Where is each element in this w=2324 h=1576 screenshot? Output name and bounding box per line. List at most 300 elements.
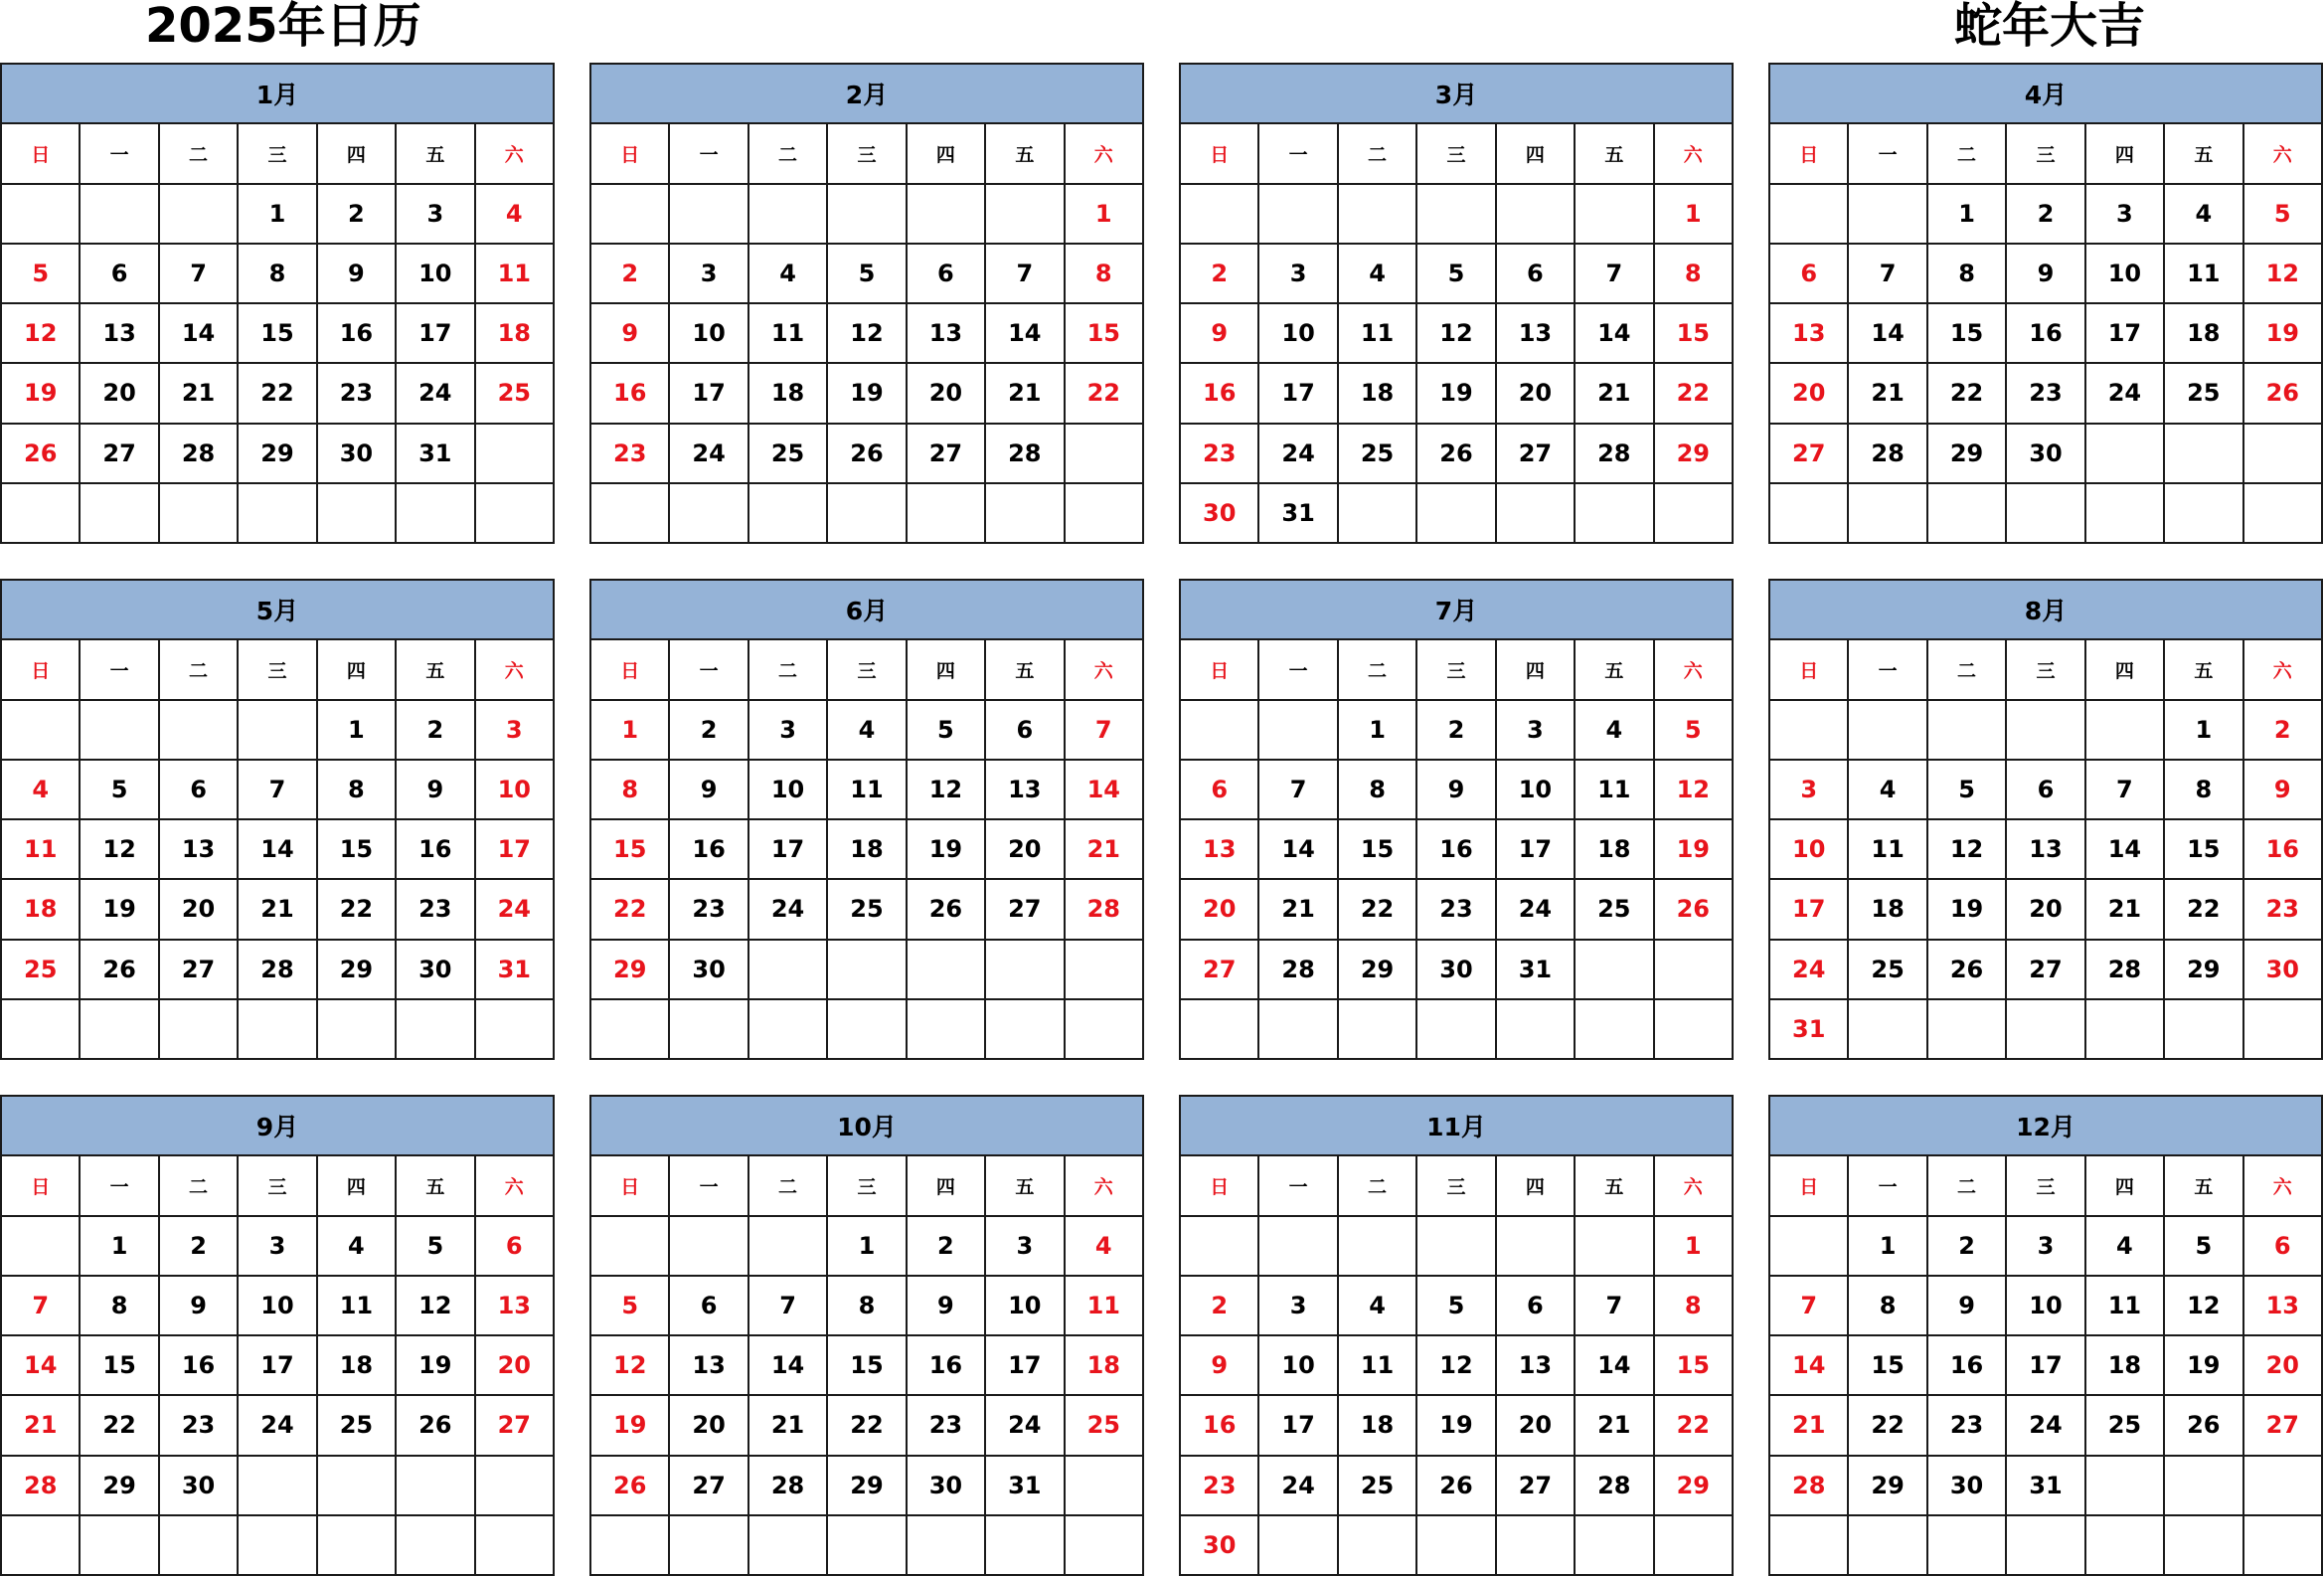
- day-cell: 26: [590, 1456, 669, 1515]
- empty-day-cell: [1575, 1216, 1653, 1276]
- empty-day-cell: [748, 999, 827, 1059]
- day-cell: 30: [1927, 1456, 2006, 1515]
- day-cell: 5: [1, 244, 80, 303]
- empty-day-cell: [1, 999, 80, 1059]
- week-row: [1180, 184, 1733, 244]
- weekday-header: 四: [317, 1155, 396, 1215]
- day-cell: 20: [669, 1395, 747, 1455]
- day-cell: 24: [669, 424, 747, 483]
- day-cell: 28: [748, 1456, 827, 1515]
- weekday-header: 二: [1927, 1155, 2006, 1215]
- week-row: [1, 760, 554, 819]
- empty-day-cell: [1496, 999, 1575, 1059]
- month-title: 8月: [1769, 580, 2322, 639]
- day-cell: 25: [748, 424, 827, 483]
- empty-day-cell: [1769, 700, 1848, 760]
- day-cell: 29: [1654, 424, 1733, 483]
- day-cell: 1: [1338, 700, 1416, 760]
- day-cell: 27: [669, 1456, 747, 1515]
- empty-day-cell: [1575, 1515, 1653, 1575]
- day-cell: 7: [1769, 1276, 1848, 1335]
- week-row: [1180, 940, 1733, 999]
- empty-day-cell: [985, 940, 1064, 999]
- day-cell: 10: [1258, 303, 1337, 363]
- empty-day-cell: [1065, 483, 1143, 543]
- day-cell: 4: [317, 1216, 396, 1276]
- day-cell: 9: [1180, 303, 1258, 363]
- weekday-header: 四: [907, 1155, 985, 1215]
- empty-day-cell: [1769, 1216, 1848, 1276]
- day-cell: 24: [475, 879, 554, 939]
- day-cell: 12: [2243, 244, 2322, 303]
- empty-day-cell: [985, 184, 1064, 244]
- empty-day-cell: [317, 1515, 396, 1575]
- weekday-header: 日: [1, 1155, 80, 1215]
- week-row: [1180, 1456, 1733, 1515]
- day-cell: 14: [1575, 1335, 1653, 1395]
- day-cell: 17: [2085, 303, 2164, 363]
- weekday-header: 五: [1575, 639, 1653, 699]
- week-row: [1180, 424, 1733, 483]
- week-row: [590, 424, 1143, 483]
- weekday-header: 日: [1769, 1155, 1848, 1215]
- day-cell: 27: [80, 424, 158, 483]
- month-calendar: [1768, 63, 2323, 544]
- empty-day-cell: [238, 999, 316, 1059]
- empty-day-cell: [1180, 999, 1258, 1059]
- weekday-header: 二: [1927, 639, 2006, 699]
- weekday-header: 四: [1496, 1155, 1575, 1215]
- week-row: [1769, 244, 2322, 303]
- day-cell: 27: [475, 1395, 554, 1455]
- empty-day-cell: [1927, 999, 2006, 1059]
- day-cell: 7: [1, 1276, 80, 1335]
- day-cell: 13: [475, 1276, 554, 1335]
- day-cell: 14: [1848, 303, 1926, 363]
- day-cell: 13: [1496, 1335, 1575, 1395]
- day-cell: 15: [238, 303, 316, 363]
- weekday-header: 日: [1769, 123, 1848, 183]
- month-calendar: [0, 63, 555, 544]
- day-cell: 3: [2006, 1216, 2084, 1276]
- day-cell: 5: [590, 1276, 669, 1335]
- day-cell: 16: [1180, 1395, 1258, 1455]
- day-cell: 13: [985, 760, 1064, 819]
- empty-day-cell: [2006, 999, 2084, 1059]
- day-cell: 11: [1, 819, 80, 879]
- weekday-header: 一: [669, 639, 747, 699]
- day-cell: 25: [2085, 1395, 2164, 1455]
- day-cell: 24: [2085, 363, 2164, 423]
- week-row: [590, 819, 1143, 879]
- day-cell: 20: [1769, 363, 1848, 423]
- empty-day-cell: [2085, 1515, 2164, 1575]
- day-cell: 23: [590, 424, 669, 483]
- day-cell: 10: [238, 1276, 316, 1335]
- day-cell: 3: [475, 700, 554, 760]
- day-cell: 15: [317, 819, 396, 879]
- day-cell: 2: [1927, 1216, 2006, 1276]
- month-calendar: [1179, 1095, 1734, 1576]
- day-cell: 5: [2243, 184, 2322, 244]
- week-row: [1, 879, 554, 939]
- day-cell: 20: [907, 363, 985, 423]
- empty-day-cell: [1575, 940, 1653, 999]
- day-cell: 6: [1180, 760, 1258, 819]
- week-row: [1, 999, 554, 1059]
- day-cell: 22: [1654, 363, 1733, 423]
- day-cell: 12: [1927, 819, 2006, 879]
- empty-day-cell: [1416, 483, 1495, 543]
- day-cell: 20: [159, 879, 238, 939]
- day-cell: 16: [1180, 363, 1258, 423]
- weekday-header: 四: [317, 123, 396, 183]
- day-cell: 20: [475, 1335, 554, 1395]
- day-cell: 4: [475, 184, 554, 244]
- day-cell: 5: [396, 1216, 474, 1276]
- day-cell: 22: [1927, 363, 2006, 423]
- day-cell: 13: [2243, 1276, 2322, 1335]
- day-cell: 12: [907, 760, 985, 819]
- day-cell: 3: [985, 1216, 1064, 1276]
- empty-day-cell: [1416, 184, 1495, 244]
- day-cell: 8: [827, 1276, 906, 1335]
- day-cell: 25: [475, 363, 554, 423]
- month-title: 6月: [590, 580, 1143, 639]
- empty-day-cell: [1769, 1515, 1848, 1575]
- month-grid: [1179, 1095, 1734, 1576]
- weekday-header: 六: [475, 639, 554, 699]
- day-cell: 12: [1416, 1335, 1495, 1395]
- empty-day-cell: [80, 483, 158, 543]
- week-row: [1769, 879, 2322, 939]
- empty-day-cell: [1575, 999, 1653, 1059]
- day-cell: 6: [985, 700, 1064, 760]
- week-row: [1180, 1515, 1733, 1575]
- empty-day-cell: [1848, 1515, 1926, 1575]
- day-cell: 5: [2164, 1216, 2242, 1276]
- day-cell: 26: [1416, 424, 1495, 483]
- empty-day-cell: [1848, 483, 1926, 543]
- empty-day-cell: [1654, 940, 1733, 999]
- day-cell: 11: [475, 244, 554, 303]
- month-title: 5月: [1, 580, 554, 639]
- empty-day-cell: [1258, 184, 1337, 244]
- weekday-header: 六: [1654, 123, 1733, 183]
- day-cell: 23: [1180, 1456, 1258, 1515]
- day-cell: 13: [1496, 303, 1575, 363]
- day-cell: 3: [748, 700, 827, 760]
- week-row: [1180, 1335, 1733, 1395]
- day-cell: 26: [907, 879, 985, 939]
- day-cell: 30: [1180, 483, 1258, 543]
- empty-day-cell: [2243, 483, 2322, 543]
- day-cell: 3: [669, 244, 747, 303]
- empty-day-cell: [80, 700, 158, 760]
- day-cell: 26: [1654, 879, 1733, 939]
- empty-day-cell: [669, 483, 747, 543]
- day-cell: 2: [1416, 700, 1495, 760]
- day-cell: 22: [238, 363, 316, 423]
- month-title: 11月: [1180, 1096, 1733, 1155]
- weekday-header: 一: [1848, 639, 1926, 699]
- page-title: 2025年日历: [145, 0, 421, 54]
- day-cell: 21: [2085, 879, 2164, 939]
- empty-day-cell: [80, 184, 158, 244]
- empty-day-cell: [1, 700, 80, 760]
- day-cell: 23: [1416, 879, 1495, 939]
- month-grid: [1179, 579, 1734, 1060]
- day-cell: 22: [1848, 1395, 1926, 1455]
- day-cell: 6: [2006, 760, 2084, 819]
- week-row: [1180, 1216, 1733, 1276]
- day-cell: 9: [669, 760, 747, 819]
- weekday-header: 日: [1769, 639, 1848, 699]
- day-cell: 4: [1338, 244, 1416, 303]
- empty-day-cell: [2243, 999, 2322, 1059]
- week-row: [590, 1515, 1143, 1575]
- empty-day-cell: [1338, 184, 1416, 244]
- day-cell: 17: [475, 819, 554, 879]
- day-cell: 10: [475, 760, 554, 819]
- empty-day-cell: [1575, 483, 1653, 543]
- day-cell: 23: [1180, 424, 1258, 483]
- week-row: [1180, 999, 1733, 1059]
- weekday-header: 一: [80, 123, 158, 183]
- weekday-header: 二: [748, 123, 827, 183]
- day-cell: 29: [1848, 1456, 1926, 1515]
- day-cell: 28: [2085, 940, 2164, 999]
- empty-day-cell: [1065, 1515, 1143, 1575]
- day-cell: 4: [2085, 1216, 2164, 1276]
- day-cell: 10: [396, 244, 474, 303]
- day-cell: 14: [985, 303, 1064, 363]
- empty-day-cell: [475, 999, 554, 1059]
- empty-day-cell: [2164, 1456, 2242, 1515]
- weekday-header: 五: [1575, 123, 1653, 183]
- day-cell: 7: [238, 760, 316, 819]
- weekday-header: 五: [1575, 1155, 1653, 1215]
- day-cell: 6: [80, 244, 158, 303]
- day-cell: 10: [1258, 1335, 1337, 1395]
- day-cell: 12: [1416, 303, 1495, 363]
- day-cell: 30: [2006, 424, 2084, 483]
- day-cell: 1: [238, 184, 316, 244]
- day-cell: 19: [396, 1335, 474, 1395]
- empty-day-cell: [1, 1216, 80, 1276]
- empty-day-cell: [2164, 1515, 2242, 1575]
- day-cell: 31: [396, 424, 474, 483]
- empty-day-cell: [985, 483, 1064, 543]
- day-cell: 1: [1848, 1216, 1926, 1276]
- day-cell: 23: [2243, 879, 2322, 939]
- weekday-header: 一: [1848, 123, 1926, 183]
- day-cell: 17: [2006, 1335, 2084, 1395]
- day-cell: 4: [1338, 1276, 1416, 1335]
- day-cell: 18: [1338, 363, 1416, 423]
- empty-day-cell: [748, 483, 827, 543]
- empty-day-cell: [159, 999, 238, 1059]
- month-title: 7月: [1180, 580, 1733, 639]
- weekday-header: 一: [1258, 639, 1337, 699]
- day-cell: 19: [2243, 303, 2322, 363]
- day-cell: 2: [590, 244, 669, 303]
- day-cell: 6: [2243, 1216, 2322, 1276]
- day-cell: 8: [1338, 760, 1416, 819]
- weekday-header: 一: [80, 639, 158, 699]
- week-row: [1, 1456, 554, 1515]
- week-row: [1, 819, 554, 879]
- empty-day-cell: [907, 184, 985, 244]
- empty-day-cell: [590, 184, 669, 244]
- day-cell: 24: [1258, 424, 1337, 483]
- empty-day-cell: [238, 700, 316, 760]
- day-cell: 27: [1496, 1456, 1575, 1515]
- day-cell: 10: [2006, 1276, 2084, 1335]
- week-row: [1, 940, 554, 999]
- day-cell: 8: [1654, 244, 1733, 303]
- day-cell: 21: [1848, 363, 1926, 423]
- day-cell: 24: [985, 1395, 1064, 1455]
- day-cell: 2: [159, 1216, 238, 1276]
- day-cell: 17: [1258, 363, 1337, 423]
- day-cell: 18: [748, 363, 827, 423]
- day-cell: 12: [827, 303, 906, 363]
- week-row: [590, 1395, 1143, 1455]
- day-cell: 30: [1416, 940, 1495, 999]
- day-cell: 31: [985, 1456, 1064, 1515]
- day-cell: 4: [1, 760, 80, 819]
- week-row: [1769, 483, 2322, 543]
- day-cell: 18: [475, 303, 554, 363]
- empty-day-cell: [827, 1515, 906, 1575]
- week-row: [1769, 819, 2322, 879]
- day-cell: 21: [1258, 879, 1337, 939]
- week-row: [1769, 1515, 2322, 1575]
- day-cell: 25: [1575, 879, 1653, 939]
- weekday-header: 四: [2085, 123, 2164, 183]
- day-cell: 28: [1848, 424, 1926, 483]
- empty-day-cell: [907, 940, 985, 999]
- empty-day-cell: [827, 999, 906, 1059]
- day-cell: 2: [1180, 1276, 1258, 1335]
- day-cell: 7: [985, 244, 1064, 303]
- day-cell: 19: [1416, 1395, 1495, 1455]
- day-cell: 31: [2006, 1456, 2084, 1515]
- empty-day-cell: [590, 999, 669, 1059]
- empty-day-cell: [1258, 1515, 1337, 1575]
- day-cell: 20: [1180, 879, 1258, 939]
- week-row: [590, 1335, 1143, 1395]
- day-cell: 17: [669, 363, 747, 423]
- empty-day-cell: [475, 483, 554, 543]
- day-cell: 21: [1575, 363, 1653, 423]
- month-title: 9月: [1, 1096, 554, 1155]
- weekday-header: 日: [1180, 1155, 1258, 1215]
- day-cell: 18: [1065, 1335, 1143, 1395]
- empty-day-cell: [1416, 999, 1495, 1059]
- day-cell: 6: [1496, 244, 1575, 303]
- day-cell: 14: [2085, 819, 2164, 879]
- day-cell: 15: [827, 1335, 906, 1395]
- month-grid: [1768, 63, 2323, 544]
- day-cell: 4: [827, 700, 906, 760]
- weekday-header: 四: [1496, 123, 1575, 183]
- day-cell: 27: [1180, 940, 1258, 999]
- day-cell: 15: [1927, 303, 2006, 363]
- day-cell: 9: [1927, 1276, 2006, 1335]
- day-cell: 20: [1496, 363, 1575, 423]
- empty-day-cell: [2243, 1456, 2322, 1515]
- day-cell: 20: [1496, 1395, 1575, 1455]
- day-cell: 16: [590, 363, 669, 423]
- weekday-header: 六: [2243, 1155, 2322, 1215]
- day-cell: 4: [1848, 760, 1926, 819]
- weekday-header: 日: [1180, 123, 1258, 183]
- week-row: [1769, 363, 2322, 423]
- empty-day-cell: [396, 483, 474, 543]
- weekday-header: 三: [2006, 123, 2084, 183]
- day-cell: 8: [317, 760, 396, 819]
- day-cell: 9: [396, 760, 474, 819]
- day-cell: 17: [748, 819, 827, 879]
- weekday-header: 四: [907, 639, 985, 699]
- empty-day-cell: [2085, 999, 2164, 1059]
- week-row: [1, 483, 554, 543]
- weekday-header: 三: [1416, 639, 1495, 699]
- day-cell: 20: [985, 819, 1064, 879]
- weekday-header: 二: [748, 639, 827, 699]
- day-cell: 3: [1258, 1276, 1337, 1335]
- week-row: [1180, 879, 1733, 939]
- day-cell: 12: [1654, 760, 1733, 819]
- week-row: [590, 879, 1143, 939]
- empty-day-cell: [1065, 940, 1143, 999]
- day-cell: 7: [1258, 760, 1337, 819]
- weekday-header: 四: [2085, 639, 2164, 699]
- day-cell: 16: [907, 1335, 985, 1395]
- day-cell: 25: [827, 879, 906, 939]
- month-calendar: [1179, 579, 1734, 1060]
- page-slogan: 蛇年大吉: [1953, 0, 2145, 54]
- day-cell: 23: [317, 363, 396, 423]
- day-cell: 31: [1496, 940, 1575, 999]
- empty-day-cell: [2085, 424, 2164, 483]
- week-row: [1, 244, 554, 303]
- week-row: [590, 999, 1143, 1059]
- day-cell: 22: [1065, 363, 1143, 423]
- day-cell: 22: [1654, 1395, 1733, 1455]
- day-cell: 7: [748, 1276, 827, 1335]
- empty-day-cell: [317, 1456, 396, 1515]
- day-cell: 2: [317, 184, 396, 244]
- day-cell: 6: [475, 1216, 554, 1276]
- week-row: [1769, 700, 2322, 760]
- empty-day-cell: [985, 999, 1064, 1059]
- day-cell: 6: [1496, 1276, 1575, 1335]
- day-cell: 18: [1575, 819, 1653, 879]
- empty-day-cell: [1416, 1216, 1495, 1276]
- weekday-header: 三: [2006, 639, 2084, 699]
- day-cell: 9: [1180, 1335, 1258, 1395]
- weekday-header: 五: [396, 123, 474, 183]
- week-row: [590, 1216, 1143, 1276]
- empty-day-cell: [1496, 1216, 1575, 1276]
- day-cell: 15: [1654, 1335, 1733, 1395]
- day-cell: 4: [2164, 184, 2242, 244]
- day-cell: 9: [317, 244, 396, 303]
- weekday-header: 二: [748, 1155, 827, 1215]
